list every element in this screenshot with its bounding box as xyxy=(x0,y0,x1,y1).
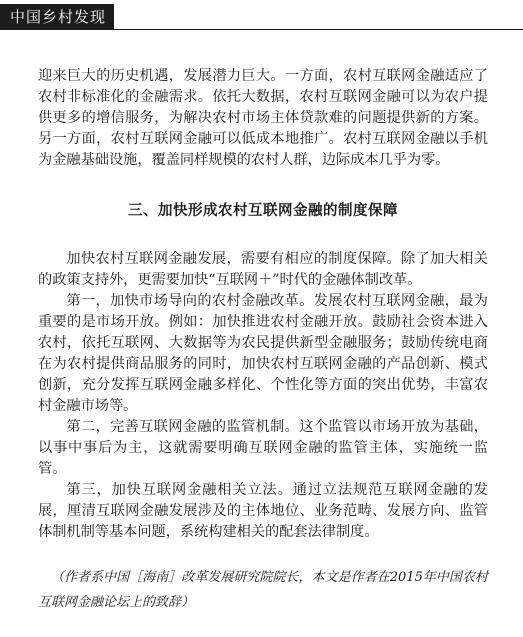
paragraph-2: 第一，加快市场导向的农村金融改革。发展农村互联网金融，最为重要的是市场开放。例如：加快推进农村金融开放。鼓励社会资本进入农村，依托互联网、大数据等为农民提供新型金融服务；鼓励传统电商在为农村提供商品服务的同时，加快农村互联网金融的产品创新、模式创新，充分发挥互联网金融多样化、个性化等方面的突出优势，丰富农村金融市场等。 xyxy=(38,293,488,414)
section-heading: 三、加快形成农村互联网金融的制度保障 xyxy=(128,203,398,219)
header-rule xyxy=(0,29,523,30)
intro-paragraph: 迎来巨大的历史机遇，发展潜力巨大。一方面，农村互联网金融适应了农村非标准化的金融需求。依托大数据，农村互联网金融可以为农户提供更多的增信服务，为解决农村市场主体贷款难的问题提供新的方案。另一方面，农村互联网金融可以低成本地推广。农村互联网金融以手机为金融基础设施，覆盖同样规模的农村人群，边际成本几乎为零。 xyxy=(38,68,488,168)
running-header xyxy=(0,0,523,34)
author-note: （作者系中国［海南］改革发展研究院院长，本文是作者在2015年中国农村互联网金融论坛上的致辞） xyxy=(38,570,488,610)
paragraph-1: 加快农村互联网金融发展，需要有相应的制度保障。除了加大相关的政策支持外，更需要加快“互联网＋”时代的金融体制改革。 xyxy=(38,251,488,288)
journal-name-label: 中国乡村发现 xyxy=(0,4,114,30)
paragraph-3: 第二，完善互联网金融的监管机制。这个监管以市场开放为基础，以事中事后为主，这就需要明确互联网金融的监管主体，实施统一监管。 xyxy=(38,419,488,477)
paragraph-4: 第三，加快互联网金融相关立法。通过立法规范互联网金融的发展，厘清互联网金融发展涉及的主体地位、业务范畴、发展方向、监管体制机制等基本问题，系统构建相关的配套法律制度。 xyxy=(38,482,488,540)
article-body xyxy=(38,66,488,615)
